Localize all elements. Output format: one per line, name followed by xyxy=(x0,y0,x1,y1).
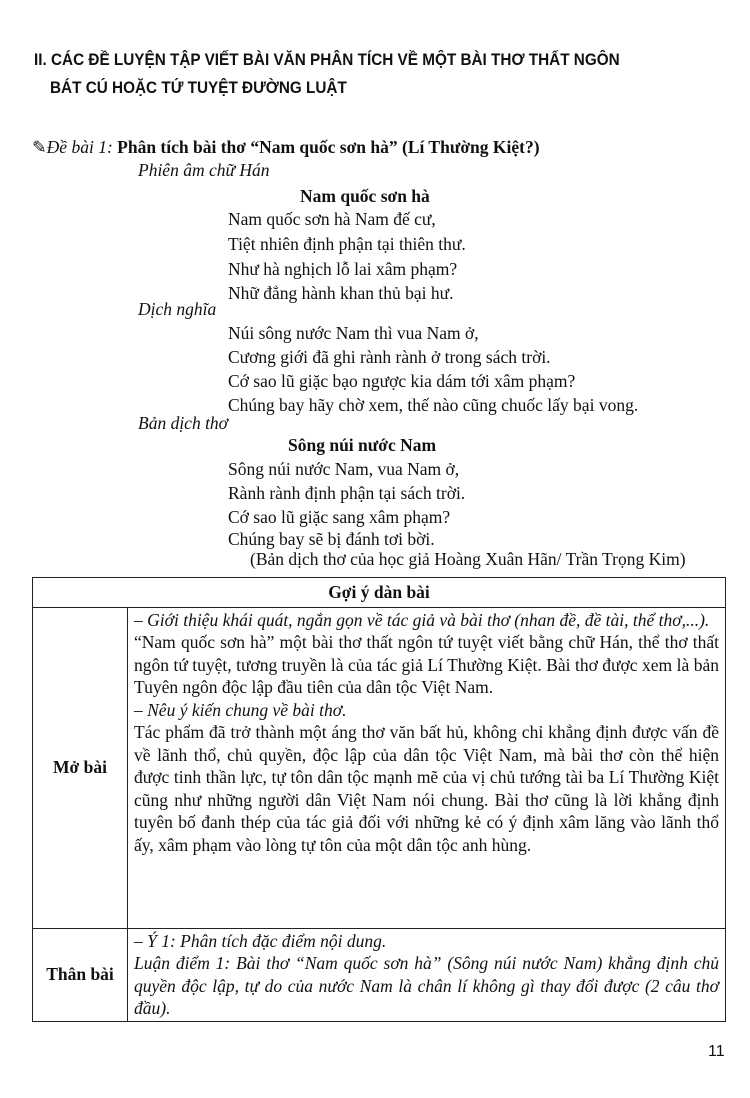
translation-credit: (Bản dịch thơ của học giả Hoàng Xuân Hãn/ Trần Trọng Kim) xyxy=(250,549,686,569)
exercise-label: Đề bài 1: xyxy=(46,137,113,157)
page-number: 11 xyxy=(708,1043,725,1060)
dich-nghia-label: Dịch nghĩa xyxy=(138,299,217,319)
poem-line: Chúng bay sẽ bị đánh tơi bời. xyxy=(228,529,435,549)
table-row xyxy=(33,607,726,928)
poem-line: Cớ sao lũ giặc sang xâm phạm? xyxy=(228,507,451,527)
poem-line: Nam quốc sơn hà Nam đế cư, xyxy=(228,209,436,229)
phien-am-title: Nam quốc sơn hà xyxy=(300,186,430,206)
exercise-title: Phân tích bài thơ “Nam quốc sơn hà” (Lí Thường Kiệt?) xyxy=(117,137,540,157)
row-label: Mở bài xyxy=(33,607,128,928)
table-header: Gợi ý dàn bài xyxy=(33,578,726,608)
translation-line: Chúng bay hãy chờ xem, thế nào cũng chuốc lấy bại vong. xyxy=(228,395,639,415)
poem-line: Như hà nghịch lỗ lai xâm phạm? xyxy=(228,259,458,279)
pencil-icon: ✎ xyxy=(32,137,47,157)
row-label: Thân bài xyxy=(33,928,128,1021)
table-row xyxy=(33,928,726,1021)
outline-text: Tác phẩm đã trở thành một áng thơ văn bất hủ, không chỉ khẳng định được vấn đề về lãnh thổ, chủ quyền, độc lập của dân tộc Việt Nam, mà bài thơ còn thể hiện được tinh thần lực, tự tôn dân tộc mạnh mẽ của vị chủ tướng tài ba Lí Thường Kiệt cũng như những người dân Việt Nam nói chung. Bài thơ cũng là lời khẳng định tuyên bố đanh thép của tác giả đối với những kẻ có ý định xâm lăng vào lãnh thổ ấy, xâm phạm vào lòng tự tôn của một dân tộc anh hùng. xyxy=(134,722,719,855)
outline-text: “Nam quốc sơn hà” một bài thơ thất ngôn tứ tuyệt viết bằng chữ Hán, thể thơ thất ngôn tứ tuyệt, tương truyền là của tác giả Lí Thường Kiệt. Bài thơ được xem là bản Tuyên ngôn độc lập đầu tiên của dân tộc Việt Nam. xyxy=(134,632,719,697)
outline-point: – Giới thiệu khái quát, ngắn gọn về tác giả và bài thơ (nhan đề, đề tài, thể thơ,...). xyxy=(134,609,710,630)
translation-line: Cớ sao lũ giặc bạo ngược kia dám tới xâm phạm? xyxy=(228,371,576,391)
poem-line: Tiệt nhiên định phận tại thiên thư. xyxy=(228,234,466,254)
exercise-line xyxy=(32,137,540,158)
outline-table xyxy=(32,577,726,1022)
row-content xyxy=(128,607,726,928)
outline-point: – Nêu ý kiến chung về bài thơ. xyxy=(134,699,347,720)
phien-am-label: Phiên âm chữ Hán xyxy=(138,160,270,180)
ban-dich-title: Sông núi nước Nam xyxy=(288,435,437,455)
poem-line: Nhữ đẳng hành khan thủ bại hư. xyxy=(228,283,454,303)
poem-line: Rành rành định phận tại sách trời. xyxy=(228,483,466,503)
translation-line: Núi sông nước Nam thì vua Nam ở, xyxy=(228,323,479,343)
row-content xyxy=(128,928,726,1021)
outline-point: – Ý 1: Phân tích đặc điểm nội dung. xyxy=(134,930,387,951)
section-heading-line-1: II. CÁC ĐỀ LUYỆN TẬP VIẾT BÀI VĂN PHÂN TÍCH VỀ MỘT BÀI THƠ THẤT NGÔN xyxy=(34,50,620,69)
poem-line: Sông núi nước Nam, vua Nam ở, xyxy=(228,459,460,479)
ban-dich-label: Bản dịch thơ xyxy=(138,413,229,433)
translation-line: Cương giới đã ghi rành rành ở trong sách trời. xyxy=(228,347,551,367)
section-heading-line-2: BÁT CÚ HOẶC TỨ TUYỆT ĐƯỜNG LUẬT xyxy=(50,78,347,97)
outline-point: Luận điểm 1: Bài thơ “Nam quốc sơn hà” (Sông núi nước Nam) khẳng định chủ quyền độc lập, tự do của nước Nam là chân lí không gì thay đổi được (2 câu thơ đầu). xyxy=(134,953,719,1018)
